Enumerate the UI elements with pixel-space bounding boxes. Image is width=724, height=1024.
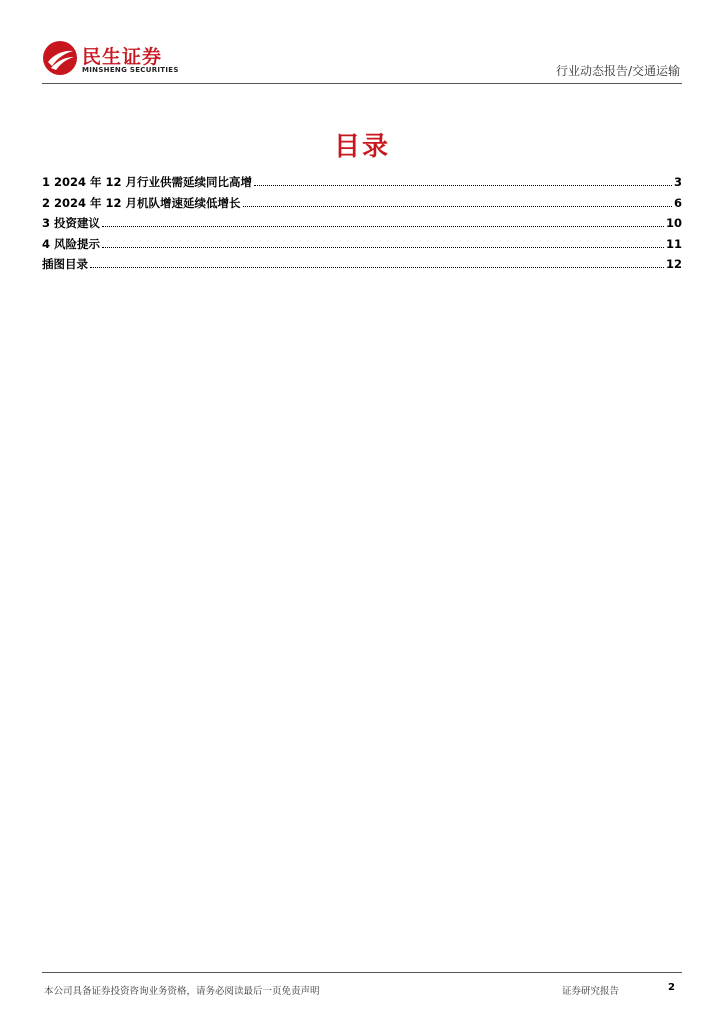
toc-entry-text: 插图目录	[42, 257, 88, 271]
toc-entry-2[interactable]	[42, 195, 682, 216]
table-of-contents	[42, 174, 682, 277]
footer-divider	[42, 972, 682, 973]
toc-leader-dots	[90, 259, 664, 268]
page-header	[42, 40, 682, 84]
footer-disclaimer: 本公司具备证券投资咨询业务资格，请务必阅读最后一页免责声明	[44, 986, 320, 997]
toc-title: 目录	[333, 132, 390, 162]
toc-entry-text: 4 风险提示	[42, 236, 101, 251]
toc-entry-text: 3 投资建议	[42, 216, 101, 230]
toc-leader-dots	[254, 177, 672, 186]
toc-entry-page: 10	[665, 216, 682, 230]
footer-report-type: 证券研究报告	[562, 986, 620, 997]
toc-entry-5[interactable]	[42, 256, 682, 277]
toc-entry-3[interactable]	[42, 215, 682, 236]
toc-entry-4[interactable]	[42, 236, 682, 257]
logo-chinese-name: 民生证券	[82, 46, 163, 68]
toc-entry-text: 2 2024 年 12 月机队增速延续低增长	[42, 195, 241, 210]
toc-entry-page: 12	[665, 257, 682, 271]
toc-entry-1[interactable]	[42, 174, 682, 195]
toc-leader-dots	[243, 198, 672, 207]
logo-english-name: MINSHENG SECURITIES	[82, 66, 179, 74]
report-category: 行业动态报告/交通运输	[555, 64, 680, 78]
minsheng-logo-icon	[42, 40, 78, 76]
header-divider	[42, 83, 682, 84]
toc-leader-dots	[102, 218, 664, 227]
minsheng-logo	[42, 40, 182, 80]
page-number: 2	[668, 982, 675, 993]
toc-entry-page: 11	[665, 236, 682, 251]
toc-leader-dots	[102, 239, 664, 248]
toc-entry-page: 6	[673, 195, 682, 210]
toc-entry-page: 3	[673, 175, 682, 189]
toc-entry-text: 1 2024 年 12 月行业供需延续同比高增	[42, 175, 253, 189]
